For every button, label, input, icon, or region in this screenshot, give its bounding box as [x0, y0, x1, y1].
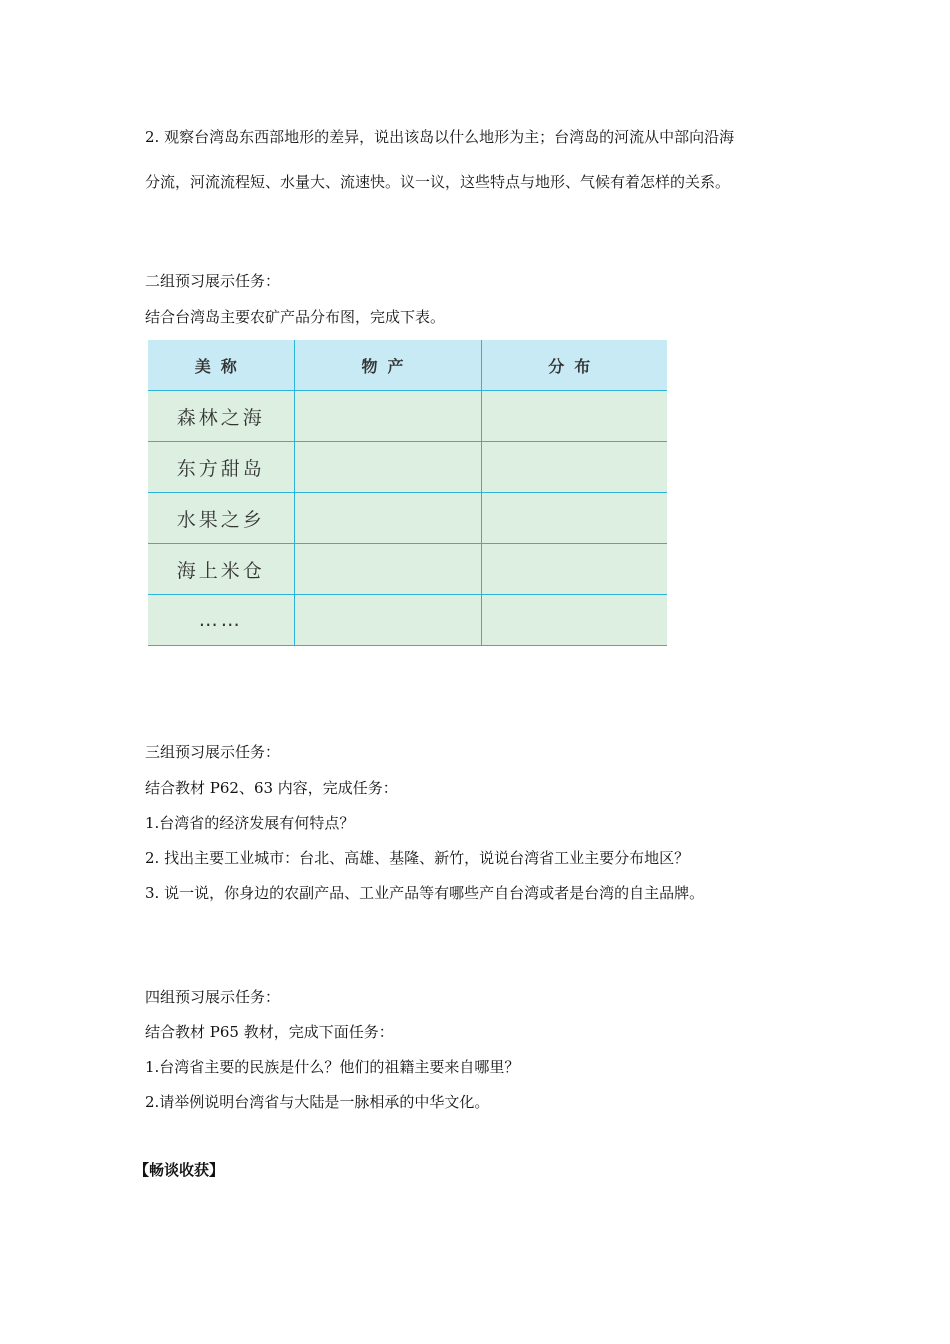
row-nickname: …… [148, 595, 294, 646]
header-distribution: 分布 [481, 340, 667, 391]
table-row [148, 442, 667, 493]
row-distribution-cell [481, 544, 667, 595]
row-nickname: 森林之海 [148, 391, 294, 442]
row-products-cell [294, 544, 481, 595]
group4-instruction: 结合教材 P65 教材，完成下面任务： [145, 1023, 394, 1041]
group4-title: 四组预习展示任务： [145, 988, 281, 1006]
group2-instruction: 结合台湾岛主要农矿产品分布图，完成下表。 [145, 308, 446, 326]
row-nickname: 水果之乡 [148, 493, 294, 544]
group3-instruction: 结合教材 P62、63 内容，完成任务： [145, 779, 398, 797]
group4-item-1: 1.台湾省主要的民族是什么？他们的祖籍主要来自哪里？ [145, 1058, 520, 1076]
row-products-cell [294, 391, 481, 442]
row-nickname: 海上米仓 [148, 544, 294, 595]
harvest-heading: 【畅谈收获】 [134, 1161, 225, 1179]
table-row [148, 391, 667, 442]
table-row [148, 493, 667, 544]
row-distribution-cell [481, 442, 667, 493]
row-distribution-cell [481, 493, 667, 544]
table-header-row [148, 340, 667, 391]
row-distribution-cell [481, 595, 667, 646]
products-table [148, 340, 667, 646]
table-row [148, 595, 667, 646]
row-products-cell [294, 493, 481, 544]
question-2-line-2: 分流，河流流程短、水量大、流速快。议一议，这些特点与地形、气候有着怎样的关系。 [145, 173, 731, 191]
row-products-cell [294, 595, 481, 646]
header-nickname: 美称 [148, 340, 294, 391]
row-nickname: 东方甜岛 [148, 442, 294, 493]
group3-item-3: 3. 说一说，你身边的农副产品、工业产品等有哪些产自台湾或者是台湾的自主品牌。 [145, 884, 705, 902]
group4-item-2: 2.请举例说明台湾省与大陆是一脉相承的中华文化。 [145, 1093, 490, 1111]
header-products: 物产 [294, 340, 481, 391]
table-row [148, 544, 667, 595]
group3-item-2: 2. 找出主要工业城市：台北、高雄、基隆、新竹，说说台湾省工业主要分布地区？ [145, 849, 690, 867]
row-distribution-cell [481, 391, 667, 442]
row-products-cell [294, 442, 481, 493]
group3-item-1: 1.台湾省的经济发展有何特点？ [145, 814, 355, 832]
group2-title: 二组预习展示任务： [145, 272, 281, 290]
group3-title: 三组预习展示任务： [145, 743, 281, 761]
question-2-line-1: 2. 观察台湾岛东西部地形的差异，说出该岛以什么地形为主；台湾岛的河流从中部向沿海 [145, 128, 735, 146]
